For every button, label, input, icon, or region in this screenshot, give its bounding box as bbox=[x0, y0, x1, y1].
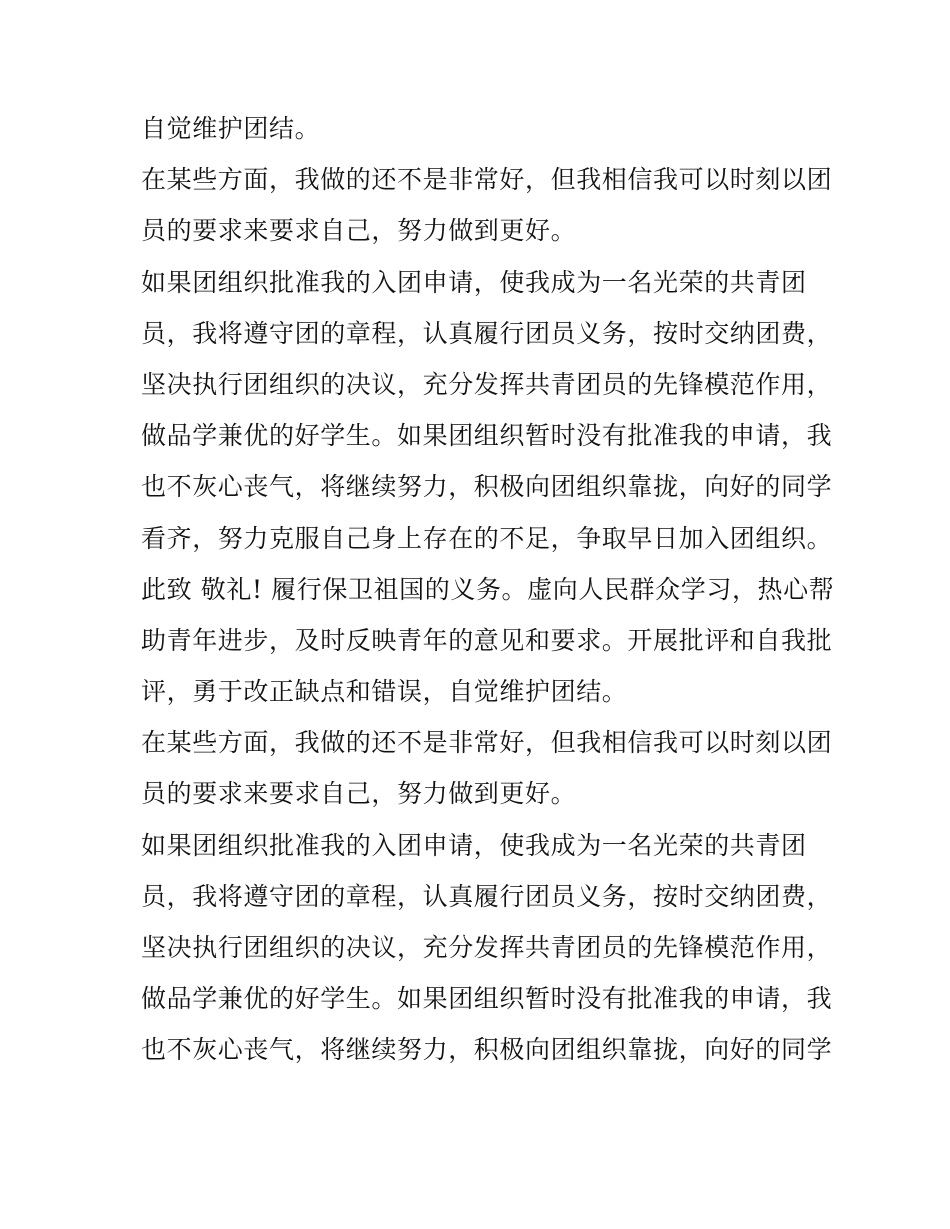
text-line: 员的要求来要求自己，努力做到更好。 bbox=[141, 216, 577, 246]
text-line: 坚决执行团组织的决议，充分发挥共青团员的先锋模范作用， bbox=[141, 369, 833, 399]
text-line: 员的要求来要求自己，努力做到更好。 bbox=[141, 779, 577, 809]
text-line: 坚决执行团组织的决议，充分发挥共青团员的先锋模范作用， bbox=[141, 933, 833, 962]
text-line: 在某些方面，我做的还不是非常好，但我相信我可以时刻以团 bbox=[141, 165, 833, 195]
text-line: 评，勇于改正缺点和错误，自觉维护团结。 bbox=[141, 677, 628, 707]
text-line: 自觉维护团结。 bbox=[141, 114, 321, 143]
text-line: 在某些方面，我做的还不是非常好，但我相信我可以时刻以团 bbox=[141, 728, 833, 758]
text-line: 助青年进步，及时反映青年的意见和要求。开展批评和自我批 bbox=[141, 625, 833, 655]
document-body bbox=[141, 106, 835, 1079]
text-line: 如果团组织批准我的入团申请，使我成为一名光荣的共青团 bbox=[141, 830, 807, 860]
text-line: 如果团组织批准我的入团申请，使我成为一名光荣的共青团 bbox=[141, 267, 807, 297]
text-line: 员，我将遵守团的章程，认真履行团员义务，按时交纳团费， bbox=[141, 318, 833, 348]
text-line: 也不灰心丧气，将继续努力，积极向团组织靠拢，向好的同学 bbox=[141, 472, 833, 502]
text-line: 也不灰心丧气，将继续努力，积极向团组织靠拢，向好的同学 bbox=[141, 1035, 833, 1065]
text-line: 做品学兼优的好学生。如果团组织暂时没有批准我的申请，我 bbox=[141, 421, 833, 451]
text-line: 看齐，努力克服自己身上存在的不足，争取早日加入团组织。 bbox=[141, 523, 833, 553]
text-line: 员，我将遵守团的章程，认真履行团员义务，按时交纳团费， bbox=[141, 881, 833, 911]
text-line: 做品学兼优的好学生。如果团组织暂时没有批准我的申请，我 bbox=[141, 984, 833, 1014]
text-line: 此致 敬礼! 履行保卫祖国的义务。虚向人民群众学习，热心帮 bbox=[141, 574, 835, 604]
